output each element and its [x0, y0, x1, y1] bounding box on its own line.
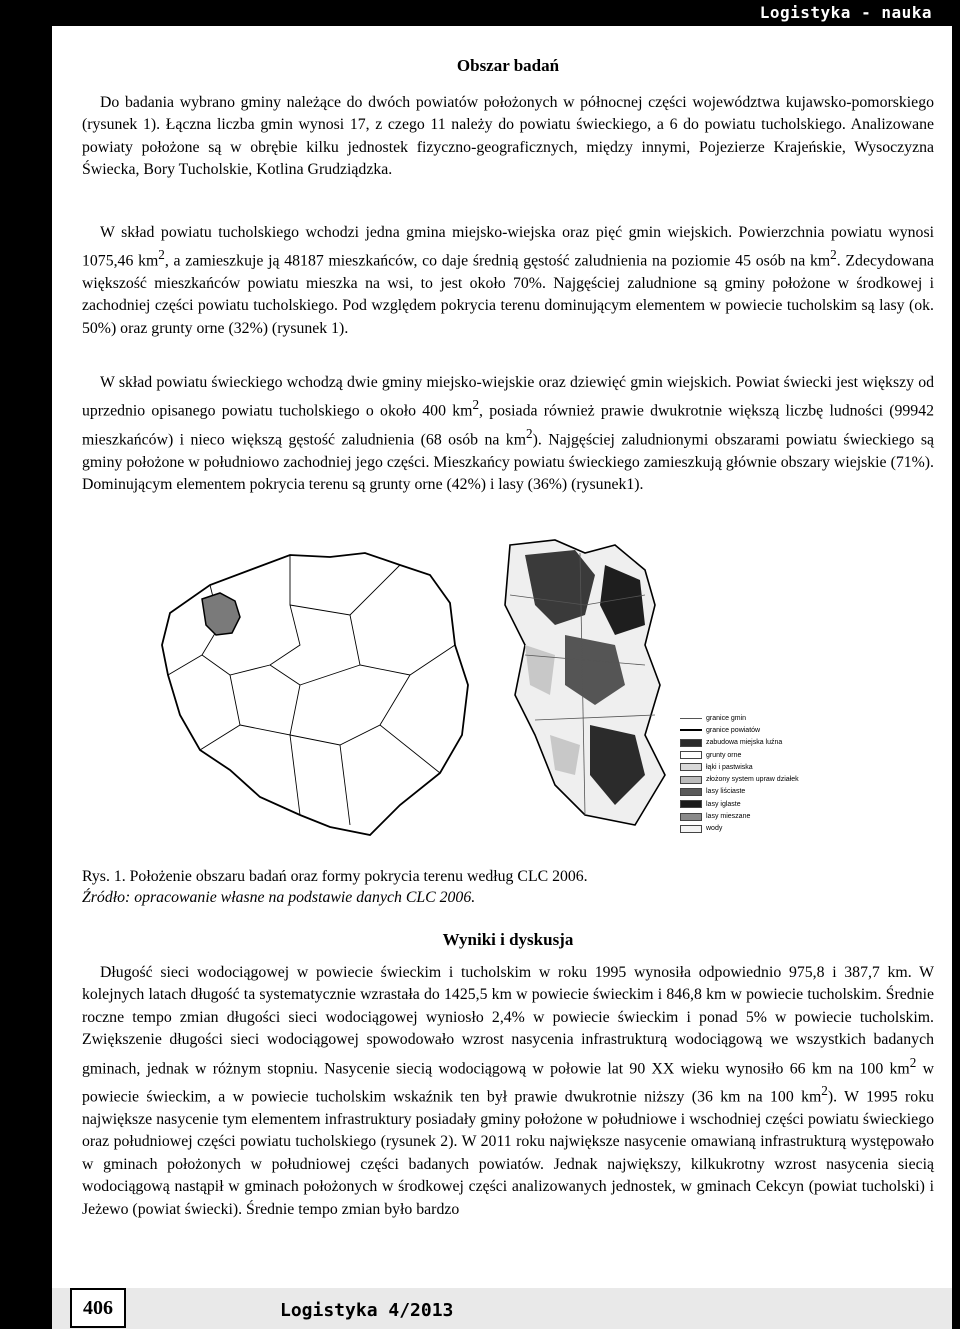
paragraph-3-c: ). Najgęściej zaludnionymi obszarami powiatu świeckiego są gminy położone w południowo zachodniej jego części. Mieszkańcy powiatu świeckiego zamieszkują głównie obszary wiejskie (71%). Dominującym elementem pokrycia terenu są grunty orne (42%) i lasy (36%) (rysunek1).	[82, 431, 935, 494]
legend-item	[680, 786, 800, 798]
paragraph-4-b: w powiecie świeckim, a w powiecie tucholskim wskaźnik ten był prawie dwukrotnie niższy (36 km na 100 km	[82, 1059, 935, 1106]
legend-label: łąki i pastwiska	[706, 763, 753, 771]
paragraph-4	[82, 962, 934, 1221]
right-margin-band	[952, 26, 960, 1329]
legend-swatch	[680, 825, 702, 833]
paragraph-3	[82, 372, 934, 497]
poland-map	[150, 535, 490, 855]
legend-label: granice gmin	[706, 714, 747, 722]
legend-item	[680, 737, 800, 749]
legend-swatch	[680, 751, 702, 759]
legend-label: lasy mieszane	[706, 813, 751, 821]
paragraph-2-c: . Zdecydowana większość mieszkańców powiatu mieszka na wsi, to jest około 70%. Najgęściej zaludnione są gminy położone w środkowej i zachodniej części powiatu tucholskiego. Pod względem pokrycia terenu dominującym elementem w powiecie tucholskim są lasy (ok. 50%) oraz grunty orne (32%) (rysunek 1).	[82, 252, 935, 337]
footer-band	[52, 1288, 952, 1329]
paragraph-4-c: ). W 1995 roku największe nasycenie tym elementem infrastruktury posiadały gminy położone w południowe i wschodniej części powiatu świeckiego oraz południowej części powiatu tucholskiego (rysunek 2). W 2011 roku największe nasycenie omawianą infrastrukturą występowało w gminach położonych w południowej części badanych powiatów. Jednak największy, kilkukrotny wzrost nasycenia siecią wodociągową nastąpił w gminach położonych w środkowej części analizowanych jednostek, w gminach Cekcyn (powiat tucholski) i Jeżewo (powiat świecki). Średnie tempo zmian było bardzo	[82, 1088, 934, 1218]
superscript: 2	[830, 247, 837, 263]
figure-caption	[82, 866, 588, 908]
legend-swatch	[680, 788, 702, 796]
paragraph-4-a: Długość sieci wodociągowej w powiecie świeckim i tucholskim w roku 1995 wynosiła odpowiednio 975,8 i 387,7 km. W kolejnych latach długość ta systematycznie wzrastała do 1425,5 km w powiecie świeckim i 846,8 km w powiecie tucholskim. Średnie roczne tempo zmian długości sieci wodociągowej wyniosło 2,4% w powiecie świeckim i ponad 5% w powiecie tucholskim. Zwiększenie długości sieci wodociągowej spowodowało wzrost nasycenia infrastrukturą wodociągową we wszystkich badanych gminach, jednak w różnym stopniu. Nasycenie siecią wodociągową w połowie lat 90 XX wieku wynosiło 66 km na 100 km	[82, 964, 934, 1077]
superscript: 2	[472, 397, 480, 413]
legend-label: granice powiatów	[706, 726, 761, 734]
heading-obszar-badan: Obszar badań	[456, 56, 560, 75]
page-number: 406	[70, 1288, 126, 1328]
superscript: 2	[158, 247, 165, 263]
legend-swatch	[680, 763, 702, 771]
legend-swatch	[680, 739, 702, 747]
legend-label: zabudowa miejska luźna	[706, 739, 783, 747]
section-header: Logistyka - nauka	[759, 3, 932, 22]
heading-wyniki: Wyniki i dyskusja	[442, 930, 574, 949]
left-margin-band	[0, 26, 52, 1329]
legend-item	[680, 712, 800, 724]
legend-swatch	[680, 800, 702, 808]
caption-source: Źródło: opracowanie własne na podstawie danych CLC 2006.	[82, 889, 476, 906]
legend-swatch	[680, 729, 702, 731]
legend-item	[680, 749, 800, 761]
superscript: 2	[821, 1083, 828, 1099]
header-band	[0, 0, 960, 26]
map-legend	[680, 712, 800, 835]
journal-title: Logistyka 4/2013	[280, 1300, 454, 1321]
legend-item	[680, 773, 800, 785]
legend-item	[680, 761, 800, 773]
legend-swatch	[680, 776, 702, 784]
paragraph-2-a: W skład powiatu tucholskiego wchodzi jedna gmina miejsko-wiejska oraz pięć gmin wiejskich. Powierzchnia powiatu wynosi 1075,46 km	[82, 224, 934, 270]
legend-label: wody	[706, 825, 723, 833]
legend-label: lasy liściaste	[706, 788, 746, 796]
paragraph-3-b: , posiada również prawie dwukrotnie większą liczbę ludności (99942 mieszkańców) i nieco większą gęstość zaludnienia (68 osób na km	[82, 402, 934, 449]
caption-title: Rys. 1. Położenie obszaru badań oraz formy pokrycia terenu według CLC 2006.	[82, 868, 588, 885]
legend-swatch	[680, 718, 702, 719]
legend-label: grunty orne	[706, 751, 742, 759]
paragraph-3-a: W skład powiatu świeckiego wchodzą dwie gminy miejsko-wiejskie oraz dziewięć gmin wiejskich. Powiat świecki jest większy od uprzednio opisanego powiatu tucholskiego o około 400 km	[82, 374, 934, 420]
legend-item	[680, 798, 800, 810]
land-cover-map	[495, 535, 675, 835]
paragraph-2	[82, 222, 934, 340]
legend-swatch	[680, 813, 702, 821]
paragraph-2-b: , a zamieszkuje ją 48187 mieszkańców, co daje średnią gęstość zaludnienia na poziomie 45 osób na km	[164, 252, 831, 270]
legend-item	[680, 823, 800, 835]
paragraph-1: Do badania wybrano gminy należące do dwóch powiatów położonych w północnej części województwa kujawsko-pomorskiego (rysunek 1). Łączna liczba gmin wynosi 17, z czego 11 należy do powiatu świeckiego, a 6 do powiatu tucholskiego. Analizowane powiaty położone są w obrębie kilku jednostek fizyczno-geograficznych, między innymi, Pojezierze Krajeńskie, Wysoczyzna Świecka, Bory Tucholskie, Kotlina Grudziądzka.	[82, 94, 934, 179]
legend-label: złożony system upraw działek	[706, 776, 799, 784]
legend-label: lasy iglaste	[706, 800, 741, 808]
legend-item	[680, 810, 800, 822]
superscript: 2	[909, 1054, 917, 1070]
poland-outline	[162, 553, 468, 835]
superscript: 2	[526, 426, 533, 442]
legend-item	[680, 724, 800, 736]
